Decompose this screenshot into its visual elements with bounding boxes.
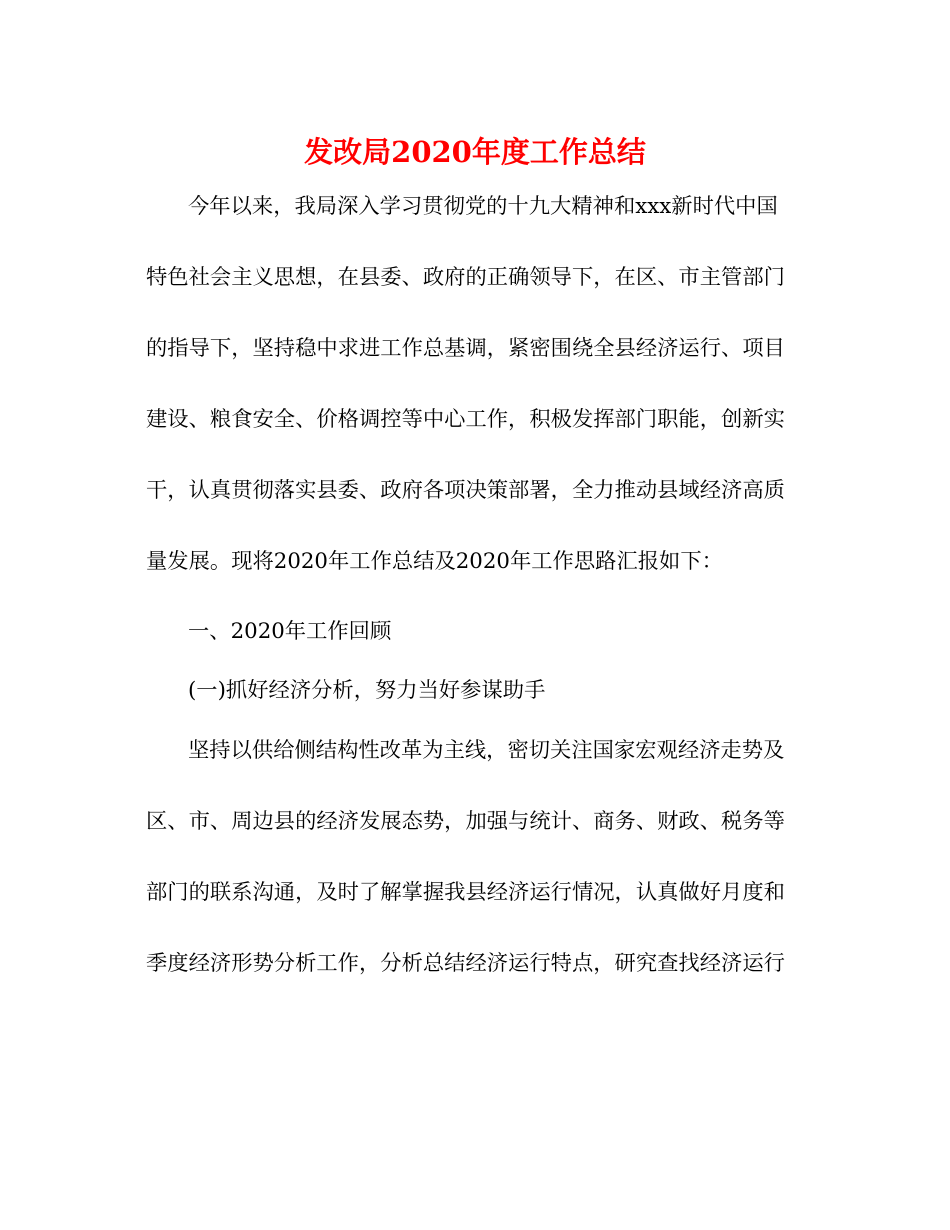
paragraph-line: 部门的联系沟通，及时了解掌握我县经济运行情况，认真做好月度和 <box>146 880 785 905</box>
paragraph-line: 干，认真贯彻落实县委、政府各项决策部署，全力推动县域经济高质 <box>146 478 785 503</box>
paragraph-line: 坚持以供给侧结构性改革为主线，密切关注国家宏观经济走势及 <box>188 738 785 763</box>
paragraph-line: 特色社会主义思想，在县委、政府的正确领导下，在区、市主管部门 <box>146 265 785 290</box>
subsection-heading: (一)抓好经济分析，努力当好参谋助手 <box>188 678 546 703</box>
paragraph-line: 今年以来，我局深入学习贯彻党的十九大精神和xxx新时代中国 <box>188 194 778 219</box>
document-title: 发改局2020年度工作总结 <box>304 135 646 169</box>
paragraph-line: 建设、粮食安全、价格调控等中心工作，积极发挥部门职能，创新实 <box>146 407 785 432</box>
paragraph-line: 的指导下，坚持稳中求进工作总基调，紧密围绕全县经济运行、项目 <box>146 336 785 361</box>
paragraph-line: 量发展。现将2020年工作总结及2020年工作思路汇报如下： <box>146 549 723 574</box>
section-heading: 一、2020年工作回顾 <box>188 619 392 644</box>
paragraph-line: 季度经济形势分析工作，分析总结经济运行特点，研究查找经济运行 <box>146 951 785 976</box>
paragraph-line: 区、市、周边县的经济发展态势，加强与统计、商务、财政、税务等 <box>146 809 785 834</box>
